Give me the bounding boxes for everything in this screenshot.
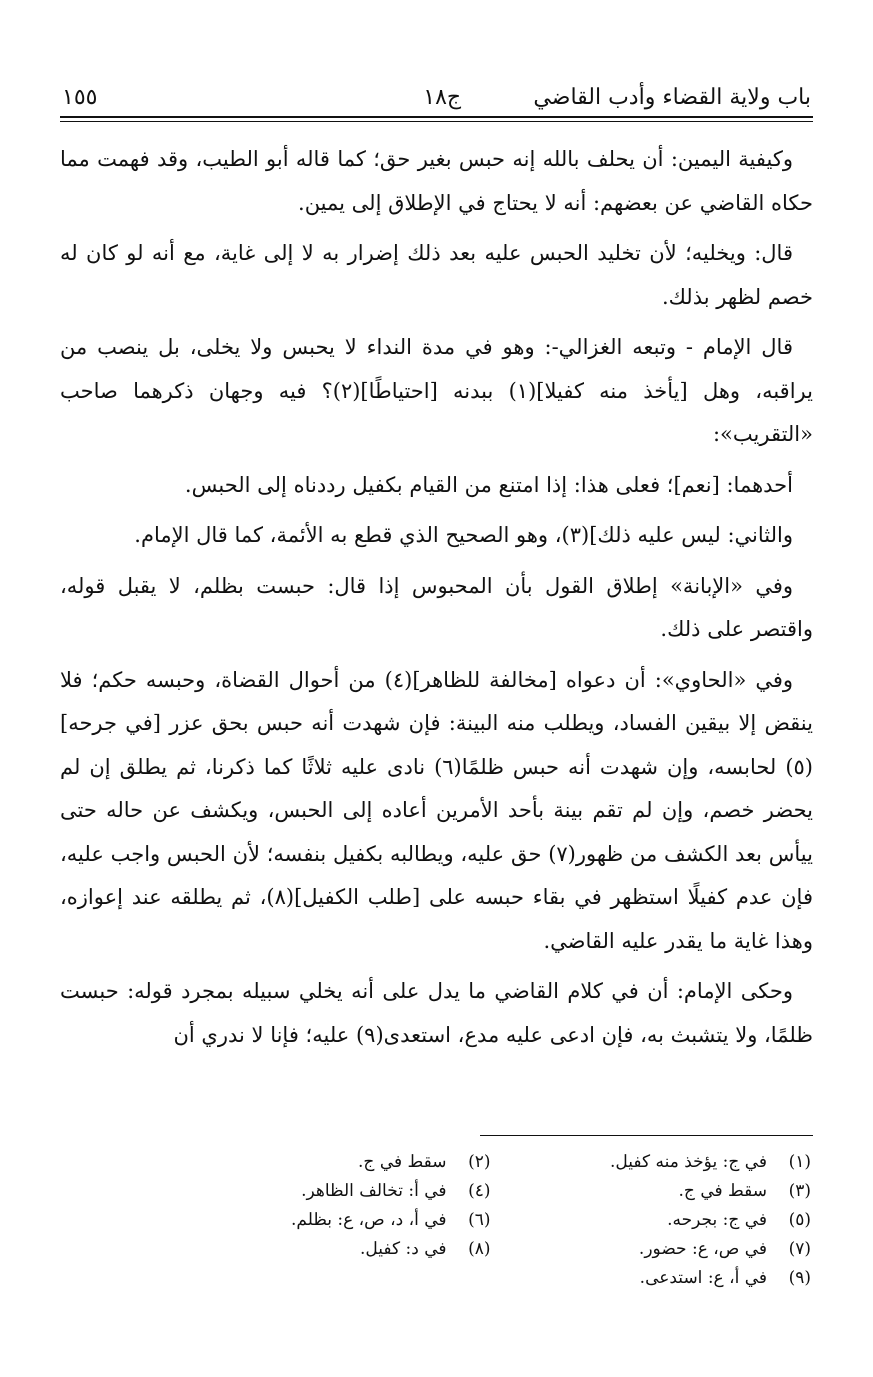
footnote bbox=[200, 1177, 491, 1206]
footnote-number: (٤) bbox=[468, 1181, 491, 1201]
footnote-text: في ج: بجرحه. bbox=[667, 1210, 767, 1230]
footnote bbox=[521, 1206, 812, 1235]
footnote-separator bbox=[480, 1135, 813, 1136]
paragraph: والثاني: ليس عليه ذلك](٣)، وهو الصحيح الذي قطع به الأئمة، كما قال الإمام. bbox=[134, 523, 793, 547]
chapter-title: باب ولاية القضاء وأدب القاضي bbox=[533, 85, 811, 110]
footnote bbox=[521, 1177, 812, 1206]
footnote-text: في ص، ع: حضور. bbox=[638, 1239, 767, 1259]
footnote-number: (٦) bbox=[468, 1210, 491, 1230]
main-text bbox=[60, 138, 813, 1057]
page-header bbox=[62, 74, 811, 110]
paragraph: وحكى الإمام: أن في كلام القاضي ما يدل على أنه يخلي سبيله بمجرد قوله: حبست ظلمًا، ولا يتشبث به، فإن ادعى عليه مدع، استعدى(٩) عليه؛ فإنا لا ندري أن bbox=[60, 979, 813, 1047]
footnote-text: في ج: يؤخذ منه كفيل. bbox=[609, 1152, 767, 1172]
footnote bbox=[521, 1264, 812, 1293]
footnote bbox=[200, 1148, 491, 1177]
footnote bbox=[200, 1206, 491, 1235]
footnote-number: (٢) bbox=[468, 1152, 491, 1172]
page-number: ١٥٥ bbox=[62, 85, 98, 110]
footnote-text: في أ: تخالف الظاهر. bbox=[301, 1181, 447, 1201]
paragraph: قال: ويخليه؛ لأن تخليد الحبس عليه بعد ذلك إضرار به لا إلى غاية، مع أنه لو كان له خصم لظهر بذلك. bbox=[60, 241, 813, 309]
footnote bbox=[200, 1235, 491, 1264]
footnote-number: (٩) bbox=[788, 1268, 811, 1288]
footnote-text: في أ، ع: استدعى. bbox=[639, 1268, 767, 1288]
footnote-number: (٨) bbox=[468, 1239, 491, 1259]
paragraph: وفي «الإبانة» إطلاق القول بأن المحبوس إذا قال: حبست بظلم، لا يقبل قوله، واقتصر على ذلك. bbox=[60, 573, 813, 641]
footnote-text: في د: كفيل. bbox=[359, 1239, 447, 1259]
paragraph: أحدهما: [نعم]؛ فعلى هذا: إذا امتنع من القيام بكفيل رددناه إلى الحبس. bbox=[184, 472, 793, 497]
footnote bbox=[521, 1235, 812, 1264]
footnote bbox=[521, 1148, 812, 1177]
volume-label: ج١٨ bbox=[423, 85, 462, 110]
footnote-number: (٧) bbox=[788, 1239, 811, 1259]
footnote-text: سقط في ج. bbox=[678, 1181, 767, 1201]
paragraph: قال الإمام - وتبعه الغزالي-: وهو في مدة النداء لا يحبس ولا يخلى، بل ينصب من يراقبه، وهل [يأخذ منه كفيلا](١) ببدنه [احتياطًا](٢)؟ فيه وجهان ذكرهما صاحب «التقريب»: bbox=[60, 335, 813, 446]
paragraph: وكيفية اليمين: أن يحلف بالله إنه حبس بغير حق؛ كما قاله أبو الطيب، وقد فهمت مما حكاه القاضي عن بعضهم: أنه لا يحتاج في الإطلاق إلى يمين. bbox=[60, 147, 813, 215]
paragraph: وفي «الحاوي»: أن دعواه [مخالفة للظاهر](٤) من أحوال القضاة، وحبسه حكم؛ فلا ينقض إلا بيقين الفساد، ويطلب منه البينة: فإن شهدت أنه حبس بحق عزر [في جرحه](٥) لحابسه، وإن شهدت أنه حبس ظلمًا(٦) نادى عليه ثلاثًا كما ذكرنا، ثم يطلق إن لم يحضر خصم، وإن لم تقم بينة بأحد الأمرين أعاده إلى الحبس، ويكشف عن حاله حتى ييأس بعد الكشف من ظهور(٧) حق عليه، ويطالبه بكفيل بنفسه؛ لأن الحبس واجب عليه، فإن عدم كفيلًا استظهر في بقاء حبسه على [طلب الكفيل](٨)، ثم يطلقه عند إعوازه، وهذا غاية ما يقدر عليه القاضي. bbox=[60, 667, 813, 953]
footnotes bbox=[200, 1148, 811, 1293]
header-rule-thick bbox=[60, 116, 813, 118]
header-rule-thin bbox=[60, 121, 813, 122]
footnote-number: (٣) bbox=[788, 1181, 811, 1201]
footnote-text: سقط في ج. bbox=[358, 1152, 447, 1172]
footnote-number: (١) bbox=[788, 1152, 811, 1172]
footnote-number: (٥) bbox=[788, 1210, 811, 1230]
footnote-text: في أ، د، ص، ع: بظلم. bbox=[290, 1210, 447, 1230]
